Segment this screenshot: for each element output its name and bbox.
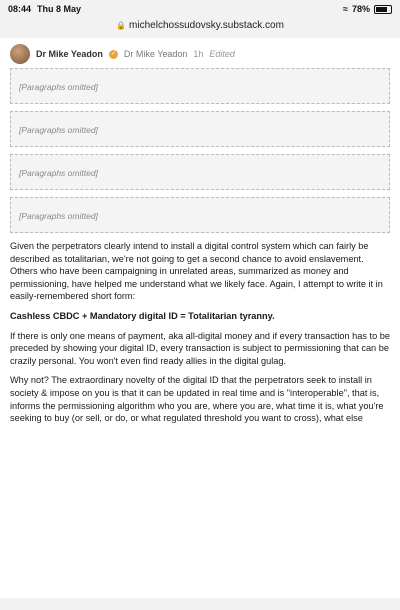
comment-paragraph: Why not? The extraordinary novelty of the digital ID that the perpetrators seek to install in society & impose on you is that it can be updated in real time and is "interoperable", that is, informs the permissioning algorithm who you are, where you are, what time it is, what you're seeking to buy (or sell, or do, or what regulated threshold you want to cross), what else: [10, 375, 384, 424]
address-bar[interactable]: [0, 16, 400, 34]
author-handle[interactable]: Dr Mike Yeadon: [123, 49, 188, 59]
status-time: 08:44: [8, 4, 32, 14]
status-bar: [0, 0, 400, 16]
lock-icon: 🔒: [116, 20, 127, 30]
author-name[interactable]: Dr Mike Yeadon: [36, 49, 103, 59]
omitted-block: [Paragraphs omitted]: [10, 68, 390, 104]
comment-card: [0, 38, 400, 598]
wifi-icon: ≈: [343, 4, 348, 14]
avatar[interactable]: [10, 44, 30, 64]
omitted-block: [Paragraphs omitted]: [10, 154, 390, 190]
status-date: Thu 8 May: [37, 4, 82, 14]
edited-label: Edited: [209, 49, 235, 59]
comment-formula: Cashless CBDC + Mandatory digital ID = Totalitarian tyranny.: [10, 310, 275, 321]
verified-icon: ✓: [110, 50, 116, 57]
omitted-block: [Paragraphs omitted]: [10, 111, 390, 147]
omitted-block: [Paragraphs omitted]: [10, 197, 390, 233]
battery-percent: 78%: [351, 4, 370, 14]
comment-paragraph: If there is only one means of payment, aka all-digital money and if every transaction has to be preceded by showing your digital ID, every transaction is subject to permissioning that can be crazily personal. You won't even find ready allies in the digital gulag.: [10, 330, 390, 366]
battery-icon: [374, 5, 392, 14]
comment-age: 1h: [193, 49, 204, 59]
author-row: [10, 44, 390, 64]
url-text: michelchossudovsky.substack.com: [129, 19, 284, 31]
comment-paragraph: Given the perpetrators clearly intend to install a digital control system which can fairly be described as totalitarian, we're not going to get a second chance to avoid enslavement. Others who have been campaigning in unrelated areas, summarized as money and permissioning, have helped me understand what we likely face. Again, I attempt to write it in easily-remembered short form:: [10, 241, 383, 302]
